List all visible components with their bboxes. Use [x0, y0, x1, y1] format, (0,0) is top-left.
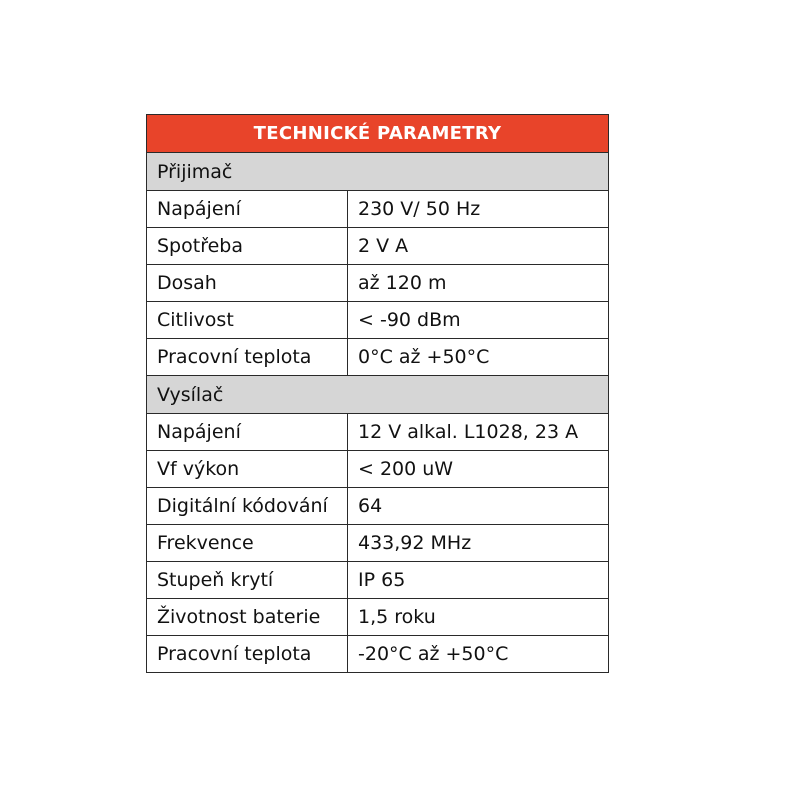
param-label: Dosah: [147, 265, 348, 302]
table-row: [147, 228, 609, 265]
table-row: [147, 265, 609, 302]
param-label: Životnost baterie: [147, 599, 348, 636]
param-label: Digitální kódování: [147, 488, 348, 525]
param-value: < -90 dBm: [348, 302, 609, 339]
table-title: TECHNICKÉ PARAMETRY: [147, 115, 609, 153]
table-row: [147, 339, 609, 376]
table-row: [147, 525, 609, 562]
table-row: [147, 302, 609, 339]
table-row: [147, 562, 609, 599]
param-value: < 200 uW: [348, 451, 609, 488]
technical-parameters-table: [146, 114, 609, 673]
section-row-receiver: [147, 153, 609, 191]
table-row: [147, 636, 609, 673]
param-label: Napájení: [147, 414, 348, 451]
param-label: Napájení: [147, 191, 348, 228]
param-label: Stupeň krytí: [147, 562, 348, 599]
param-label: Citlivost: [147, 302, 348, 339]
param-label: Pracovní teplota: [147, 636, 348, 673]
table-row: [147, 488, 609, 525]
param-value: 2 V A: [348, 228, 609, 265]
title-row: [147, 115, 609, 153]
table-row: [147, 451, 609, 488]
section-title-transmitter: Vysílač: [147, 376, 609, 414]
param-value: až 120 m: [348, 265, 609, 302]
table-body: [147, 115, 609, 673]
section-row-transmitter: [147, 376, 609, 414]
param-value: 64: [348, 488, 609, 525]
param-label: Vf výkon: [147, 451, 348, 488]
param-label: Spotřeba: [147, 228, 348, 265]
section-title-receiver: Přijimač: [147, 153, 609, 191]
param-value: IP 65: [348, 562, 609, 599]
param-label: Frekvence: [147, 525, 348, 562]
param-label: Pracovní teplota: [147, 339, 348, 376]
param-value: 0°C až +50°C: [348, 339, 609, 376]
table-row: [147, 599, 609, 636]
table-row: [147, 191, 609, 228]
param-value: -20°C až +50°C: [348, 636, 609, 673]
param-value: 12 V alkal. L1028, 23 A: [348, 414, 609, 451]
param-value: 230 V/ 50 Hz: [348, 191, 609, 228]
param-value: 433,92 MHz: [348, 525, 609, 562]
param-value: 1,5 roku: [348, 599, 609, 636]
table-row: [147, 414, 609, 451]
